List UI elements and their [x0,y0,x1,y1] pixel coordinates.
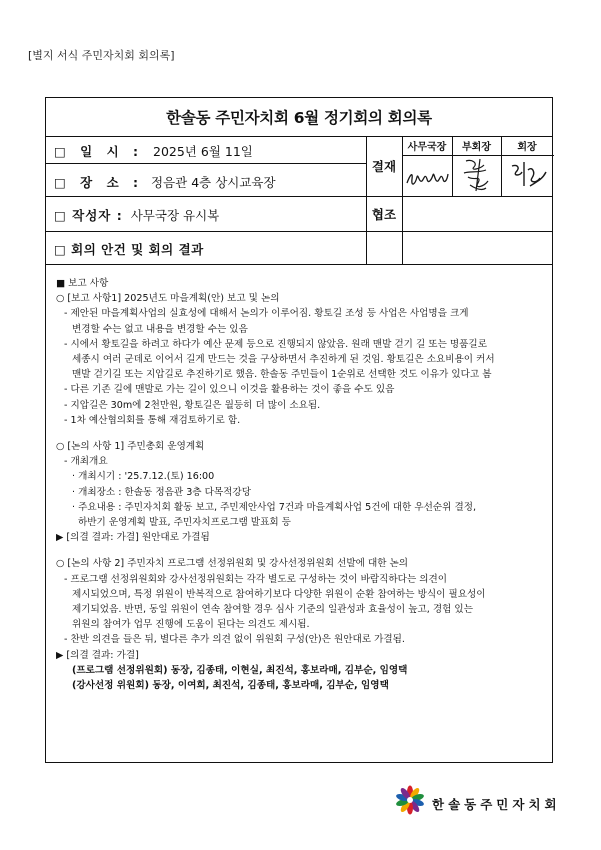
discussion1-place: · 개최장소 : 한솔동 정음관 3층 다목적강당 [72,486,251,498]
signature-vice-chair [456,155,498,195]
report-line: 세종시 여러 군데로 이어서 길게 만드는 것을 구상하면서 추진하게 된 것임. 황토길은 소요비용이 커서 [72,354,495,366]
report-heading: ■ 보고 사항 [56,278,109,289]
discussion1-content: · 주요내용 : 주민자치회 활동 보고, 주민제안사업 7건과 마을계획사업 5건에 대한 우선순위 결정, [72,501,477,513]
discussion1-title: ○ [논의 사항 1] 주민총회 운영계획 [56,441,205,453]
review-label: 협조 [371,206,397,222]
date-label: □ 일 시 : [54,144,144,159]
minutes-frame [45,97,553,763]
place-row [46,163,366,196]
discussion2-line: - 프로그램 선정위원회와 강사선정위원회는 각각 별도로 구성하는 것이 바람직하다는 의견이 [64,573,448,585]
footer-org-name: 한솔동주민자치회 [432,797,561,812]
discussion2-result: ▶ [의결 결과: 가결] [56,649,139,661]
writer-label: □ 작성자 : [54,208,123,223]
discussion1-overview: - 개최개요 [64,456,108,468]
discussion2-member-list: (프로그램 선정위원회) 동장, 김종태, 이현실, 최진석, 홍보라매, 김부순, 임영택 [72,664,408,676]
discussion2-line: 제시되었으며, 특정 위원이 반복적으로 참여하기보다 다양한 위원이 순환 참여하는 방식이 필요성이 [72,588,486,600]
place-label: □ 장 소 : [54,175,144,190]
place-value: 정음관 4층 상시교육장 [151,175,276,190]
discussion2-line: 제기되었음. 반면, 동일 위원이 연속 참여할 경우 심사 기준의 일관성과 효율성이 높고, 경험 있는 [72,604,473,616]
signature-secretary [404,157,450,194]
report-line: - 다른 기존 길에 맨발로 가는 길이 있으니 이것을 활용하는 것이 좋을 수도 있음 [64,384,395,396]
form-label: [별지 서식 주민자치회 회의록] [28,49,175,62]
approval-label: 결재 [371,159,397,174]
signature-chair [506,156,550,194]
discussion2-line: - 찬반 의견을 들은 뒤, 별다른 추가 의견 없이 위원회 구성(안)은 원안대로 가결됨. [64,634,405,646]
discussion1-result: ▶ [의결 결과: 가결] 원안대로 가결됨 [56,532,210,544]
report-item1-title: ○ [보고 사항1] 2025년도 마을계획(안) 보고 및 논의 [56,293,280,305]
approval-head-secretary: 사무국장 [407,142,447,153]
approval-head-chair: 회장 [517,142,537,153]
minutes-body [56,276,536,693]
approval-head-vice-chair: 부회장 [462,142,491,153]
org-logo-icon [393,783,427,817]
report-line: 변경할 수는 없고 내용을 변경할 수는 있음 [72,323,248,335]
report-line: - 1차 예산협의회를 통해 재검토하기로 함. [64,414,241,426]
discussion2-line: 위원의 참여가 업무 진행에 도움이 된다는 의견도 제시됨. [72,619,310,631]
report-line: - 지압길은 30m에 2천만원, 황토길은 월등히 더 많이 소요됨. [64,399,321,411]
report-line: - 시에서 황토길을 하려고 하다가 예산 문제 등으로 진행되지 않았음. 원래 맨발 걷기 길 또는 명품길로 [64,338,487,350]
discussion1-content: 하반기 운영계획 발표, 주민자치프로그램 발표회 등 [78,517,291,529]
date-row [46,136,366,164]
report-line: - 제안된 마을계획사업의 실효성에 대해서 논의가 이루어짐. 황토길 조성 등 사업은 사업명을 크게 [64,308,469,320]
writer-row [46,196,366,231]
report-line: 맨발 걷기길 또는 지압길로 추진하기로 했음. 한솔동 주민들이 1순위로 선택한 것도 이유가 있다고 봄 [72,369,492,381]
discussion2-member-list: (강사선정 위원회) 동장, 이여희, 최진석, 김종태, 홍보라매, 김부순, 임영택 [72,680,389,692]
section-title: □ 회의 안건 및 회의 결과 [54,242,204,257]
discussion1-time: · 개최시기 : '25.7.12.(토) 16:00 [72,471,215,483]
date-value: 2025년 6월 11일 [153,144,253,159]
document-title: 한솔동 주민자치회 6월 정기회의 회의록 [46,98,552,137]
writer-value: 사무국장 유시복 [130,208,220,223]
discussion2-title: ○ [논의 사항 2] 주민자치 프로그램 선정위원회 및 강사선정위원회 선발에 대한 논의 [56,558,409,570]
